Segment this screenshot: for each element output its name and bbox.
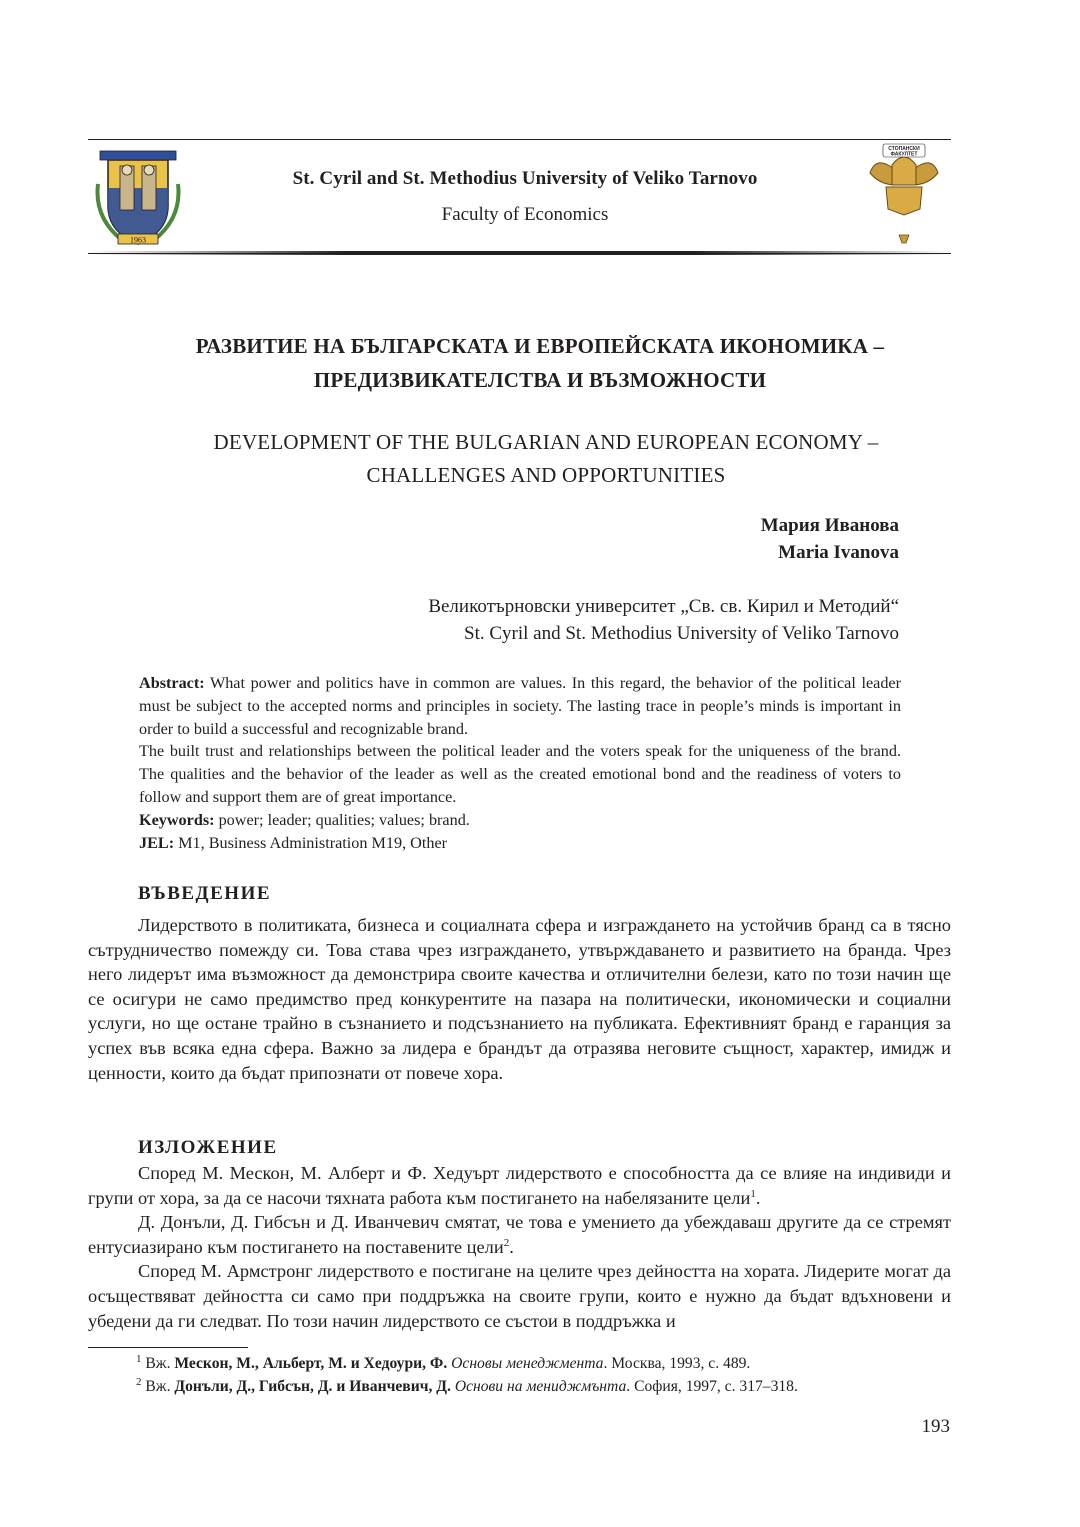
footnote-2: $^2$ Вж. Донъли, Д., Гибсън, Д. и Иванчевич, Д. Основи на мениджмънта. София, 1997, с. 317–318. [136, 1375, 798, 1395]
intro-paragraph: Лидерството в политиката, бизнеса и социалната сфера и изграждането на устойчив бранд са в тясно сътрудничество помежду си. Това става чрез изграждането, утвърждаването и развитието на бранда. Чрез него лидерът има възможност да демонстрира своите качества и отличителни белези, като по този начин ще се осигури не само предимство пред конкурентите на пазара на политически, икономически и социални услуги, но ще остане трайно в съзнанието и подсъзнанието на публиката. Ефективният бранд е гаранция за успех във всяка една сфера. Важно за лидера е брандът да отразява неговите същност, характер, имидж и ценности, които да бъдат припознати от повече хора. [88, 915, 951, 1083]
title-bulgarian [90, 329, 990, 397]
jel-text: M1, Business Administration M19, Other [174, 833, 448, 852]
svg-text:СТОПАНСКИ: СТОПАНСКИ [888, 146, 920, 152]
faculty-name: Faculty of Economics [441, 204, 609, 225]
body-heading: ИЗЛОЖЕНИЕ [138, 1137, 278, 1158]
footnote-ref-2: 2 [503, 1236, 510, 1249]
page-number: 193 [921, 1416, 950, 1437]
title-en-line1: DEVELOPMENT OF THE BULGARIAN AND EUROPEAN ECONOMY – [213, 430, 879, 454]
main-body [88, 1161, 951, 1333]
abstract-paragraph-2: The built trust and relationships between the political leader and the voters speak for the uniqueness of the brand. The qualities and the behavior of the leader as well as the created emotional bond and the readiness of voters to follow and support them are of great importance. [139, 742, 901, 806]
svg-text:ФАКУЛТЕТ: ФАКУЛТЕТ [890, 151, 918, 158]
abstract-paragraph [139, 672, 901, 740]
abstract-label: Abstract: [139, 674, 205, 692]
affiliation-en: St. Cyril and St. Methodius University of Veliko Tarnovo [464, 623, 899, 644]
university-name: St. Cyril and St. Methodius University of Veliko Tarnovo [292, 168, 758, 189]
body-paragraph-3: Според М. Армстронг лидерството е постигане на целите чрез дейността на хората. Лидерите могат да осъществяват дейността си само при поддръжка на своите групи, които е нужно да бъдат вдъхновени и убедени да ги следват. По този начин лидерството се състои в поддръжка и [88, 1261, 951, 1331]
author-name-bg: Мария Иванова [760, 515, 899, 536]
affiliation-bg: Великотърновски университет „Св. св. Кирил и Методий“ [428, 596, 899, 617]
body-paragraph-1: Според М. Мескон, М. Алберт и Ф. Хедуърт лидерството е способността да се влияе на индивиди и групи от хора, за да се насочи тяхната работа към постигането на набелязаните цели$^1$. [88, 1163, 951, 1208]
header-bottom-accent [88, 251, 951, 255]
title-english [90, 426, 1002, 492]
keywords-line [139, 809, 901, 832]
footnote-ref-1: 1 [750, 1187, 756, 1200]
faculty-logo [866, 143, 942, 248]
abstract-block [139, 672, 901, 854]
keywords-label: Keywords: [139, 810, 215, 829]
intro-body [88, 913, 951, 1085]
footnotes [136, 1353, 956, 1398]
svg-text:1963: 1963 [130, 235, 146, 245]
body-paragraph-2: Д. Донъли, Д. Гибсън и Д. Иванчевич смятат, че това е умението да убеждаваш другите да се стремят ентусиазирано към постигането на поставените цели$^2$. [88, 1212, 951, 1257]
header-top-rule [88, 139, 951, 140]
keywords-text: power; leader; qualities; values; brand. [214, 810, 470, 829]
jel-label: JEL: [139, 833, 175, 852]
university-crest-logo [92, 148, 184, 248]
intro-heading: ВЪВЕДЕНИЕ [138, 883, 272, 904]
jel-line [139, 832, 901, 855]
author-name-en: Maria Ivanova [778, 542, 899, 563]
title-bg-line2: ПРЕДИЗВИКАТЕЛСТВА И ВЪЗМОЖНОСТИ [313, 368, 767, 392]
abstract-text: What power and politics have in common are values. In this regard, the behavior of the political leader must be subject to the accepted norms and principles in society. The lasting trace in people’s minds is important in order to build a successful and recognizable brand. [139, 674, 901, 738]
title-bg-line1: РАЗВИТИЕ НА БЪЛГАРСКАТА И ЕВРОПЕЙСКАТА ИКОНОМИКА – [195, 334, 885, 358]
footnote-rule [88, 1347, 248, 1348]
title-en-line2: CHALLENGES AND OPPORTUNITIES [366, 463, 726, 487]
footnote-1: $^1$ Вж. Мескон, М., Альберт, М. и Хедоури, Ф. Основы менеджмента. Москва, 1993, с. 489. [136, 1352, 751, 1372]
